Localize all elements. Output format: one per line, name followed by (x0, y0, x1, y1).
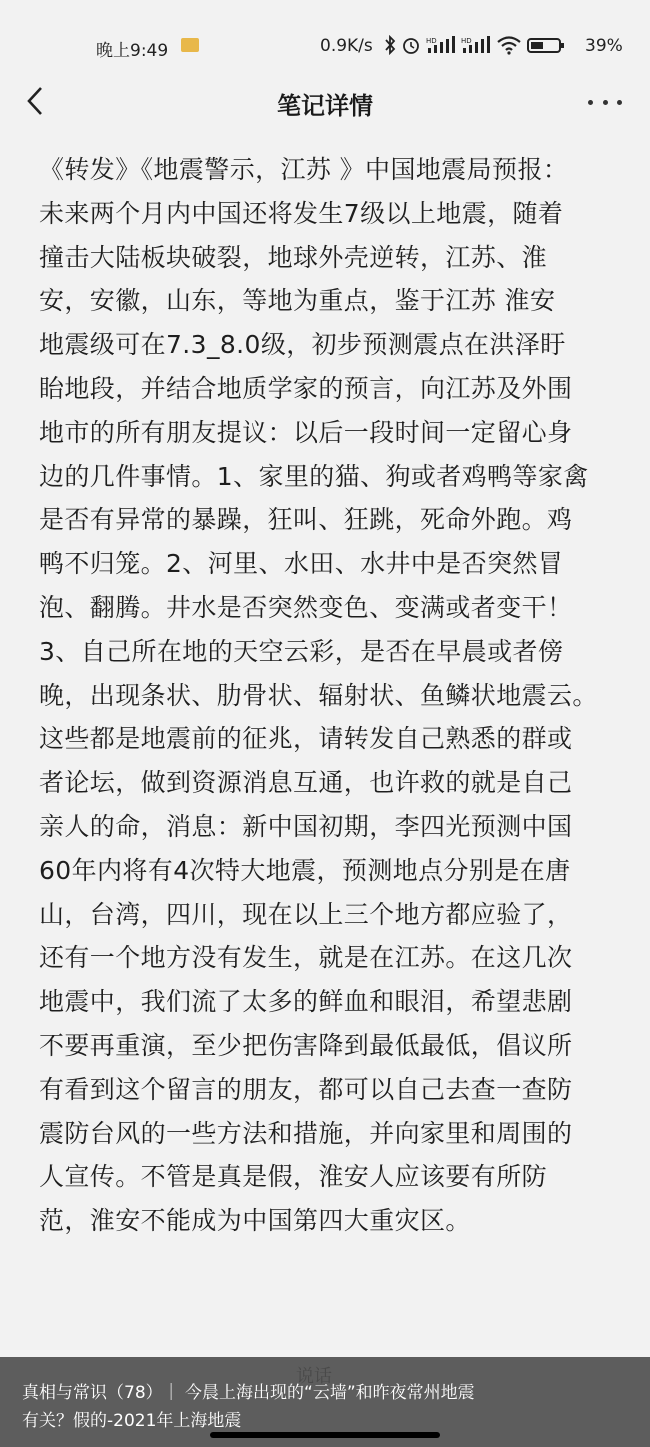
note-line: 者论坛，做到资源消息互通，也许救的就是自己 (39, 768, 573, 798)
note-content (39, 148, 619, 1243)
hd-signal-icon (461, 35, 491, 55)
more-dot (588, 100, 593, 105)
note-line: 范，淮安不能成为中国第四大重灾区。 (39, 1206, 471, 1236)
note-line: 地市的所有朋友提议：以后一段时间一定留心身 (39, 417, 573, 447)
status-time: 晚上9:49 (96, 41, 169, 61)
alarm-icon (401, 35, 421, 55)
notification-icon (181, 38, 199, 52)
hd-signal-icon (426, 35, 456, 55)
note-line: 3、自己所在地的天空云彩，是否在早晨或者傍 (39, 636, 564, 666)
note-line: 撞击大陆板块破裂，地球外壳逆转，江苏、淮 (39, 242, 548, 272)
note-line: 60年内将有4次特大地震，预测地点分别是在唐 (39, 855, 571, 885)
caption-title: 真相与常识（78）｜ 今晨上海出现的“云墙”和昨夜常州地震 (22, 1383, 475, 1403)
svg-text:HD: HD (426, 37, 437, 45)
note-line: 震防台风的一些方法和措施，并向家里和周围的 (39, 1118, 573, 1148)
note-line: 眙地段，并结合地质学家的预言，向江苏及外围 (39, 373, 573, 403)
note-line: 地震级可在7.3_8.0级，初步预测震点在洪泽盱 (39, 330, 566, 360)
note-line: 晚，出现条状、肋骨状、辐射状、鱼鳞状地震云。 (39, 680, 598, 710)
caption-subtitle: 有关？假的-2021年上海地震 (22, 1411, 242, 1431)
note-line: 《转发》《地震警示，江苏 》中国地震局预报： (39, 155, 569, 184)
battery-percent: 39% (585, 36, 623, 56)
note-line: 有看到这个留言的朋友，都可以自己去查一查防 (39, 1074, 573, 1104)
note-line: 未来两个月内中国还将发生7级以上地震，随着 (39, 198, 564, 228)
more-options-button[interactable] (588, 92, 622, 112)
note-line: 这些都是地震前的征兆，请转发自己熟悉的群或 (39, 724, 573, 754)
battery-icon (527, 35, 565, 55)
status-icons (384, 33, 565, 57)
note-line: 山，台湾，四川，现在以上三个地方都应验了， (39, 899, 573, 929)
more-dot (617, 100, 622, 105)
more-dot (603, 100, 608, 105)
note-line: 地震中，我们流了太多的鲜血和眼泪，希望悲剧 (39, 987, 573, 1017)
bluetooth-icon (384, 35, 396, 55)
note-line: 不要再重演，至少把伤害降到最低最低，倡议所 (39, 1030, 573, 1060)
note-line: 人宣传。不管是真是假，淮安人应该要有所防 (39, 1162, 548, 1192)
wifi-icon (496, 35, 522, 55)
note-line: 亲人的命，消息：新中国初期，李四光预测中国 (39, 811, 573, 841)
note-line: 安，安徽，山东，等地为重点，鉴于江苏 淮安 (39, 286, 556, 316)
note-line: 是否有异常的暴躁，狂叫、狂跳，死命外跑。鸡 (39, 505, 573, 535)
home-indicator[interactable] (210, 1432, 440, 1438)
svg-text:HD: HD (461, 37, 472, 45)
note-line: 边的几件事情。1、家里的猫、狗或者鸡鸭等家禽 (39, 461, 589, 491)
page-title: 笔记详情 (277, 92, 373, 120)
note-line: 还有一个地方没有发生，就是在江苏。在这几次 (39, 943, 573, 973)
status-bar (0, 0, 650, 88)
note-line: 泡、翻腾。井水是否突然变色、变满或者变干！ (39, 592, 573, 622)
network-speed: 0.9K/s (320, 36, 373, 56)
note-line: 鸭不归笼。2、河里、水田、水井中是否突然冒 (39, 549, 564, 579)
